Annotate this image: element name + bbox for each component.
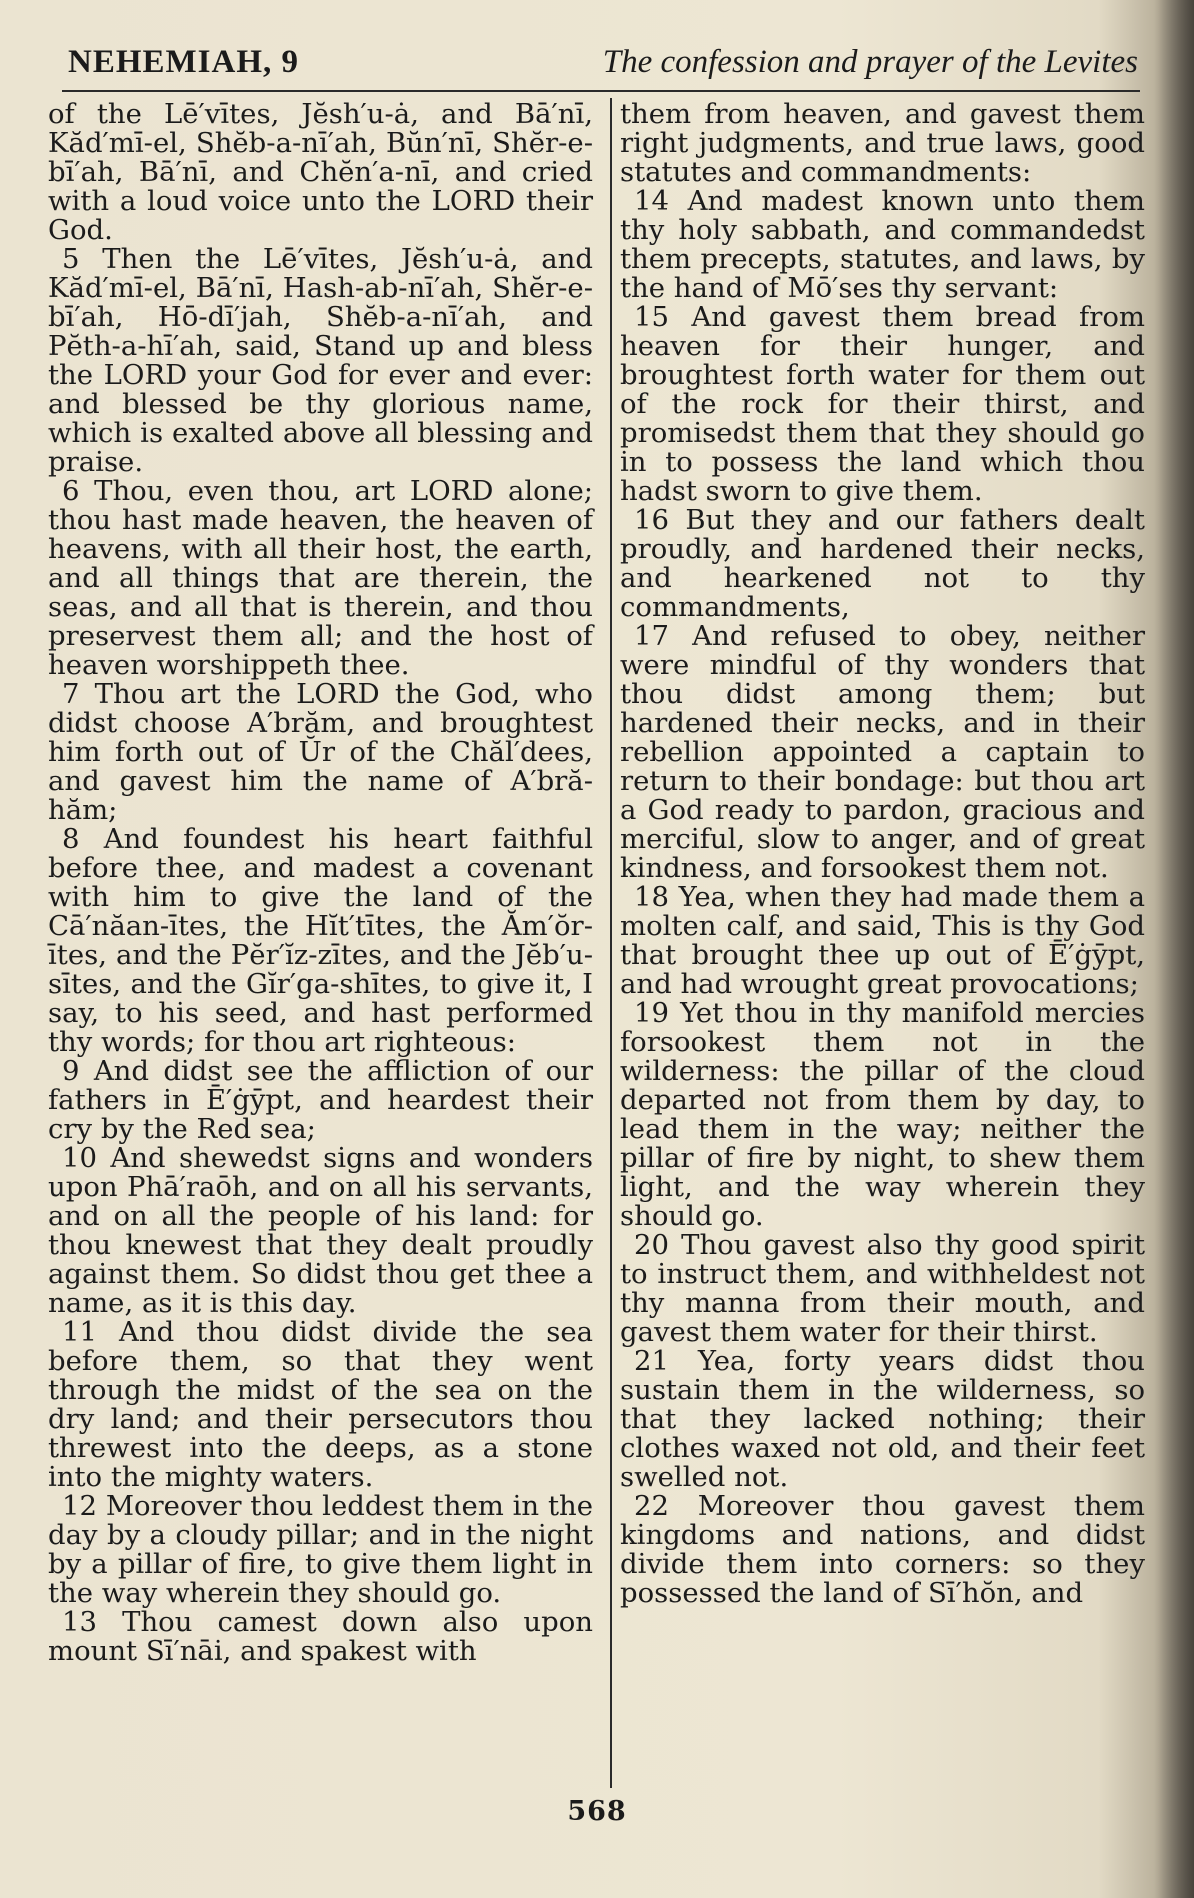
verse-13: 13 Thou camest down also upon mount Sī′nāi, and spakest with — [48, 1606, 593, 1667]
running-header — [68, 36, 1138, 88]
verse-16: 16 But they and our fathers dealt proudly, and hardened their necks, and hearkened not to thy commandments, — [620, 504, 1145, 623]
verse-8: 8 And foundest his heart faithful before thee, and madest a covenant with him to give the land of the Cā′năan-ītes, the Hĭt′tītes, the Ăm′ŏr-ītes, and the Pĕr′ĭz-zītes, and the Jĕb′u-sītes, and the Gĭr′ga-shītes, to give it, I say, to his seed, and hast performed thy words; for thou art righteous: — [48, 823, 593, 1058]
verse-15: 15 And gavest them bread from heaven for their hunger, and broughtest forth water for them out of the rock for their thirst, and promisedst them that they should go in to possess the land which thou hadst sworn to give them. — [620, 301, 1145, 507]
verse-18: 18 Yea, when they had made them a molten calf, and said, This is thy God that brought thee up out of Ē′ġȳpt, and had wrought great provocations; — [620, 881, 1145, 1000]
verse-11: 11 And thou didst divide the sea before them, so that they went through the midst of the sea on the dry land; and their persecutors thou threwest into the deeps, as a stone into the mighty waters. — [48, 1316, 593, 1493]
verse-17: 17 And refused to obey, neither were mindful of thy wonders that thou didst among them; but hardened their necks, and in their rebellion appointed a captain to return to their bondage: but thou art a God ready to pardon, gracious and merciful, slow to anger, and of great kindness, and forsookest them not. — [620, 620, 1145, 884]
verse-20: 20 Thou gavest also thy good spirit to instruct them, and withheldest not thy manna from their mouth, and gavest them water for their thirst. — [620, 1229, 1145, 1348]
column-rule — [610, 98, 612, 1788]
verse-9: 9 And didst see the affliction of our fathers in Ē′ġȳpt, and heardest their cry by the Red sea; — [48, 1055, 593, 1145]
verse-continuation: them from heaven, and gavest them right judgments, and true laws, good statutes and commandments: — [620, 98, 1145, 188]
binding-shadow — [1154, 0, 1194, 1898]
left-column — [48, 100, 593, 1666]
right-column — [620, 100, 1145, 1608]
page-number: 568 — [567, 1796, 627, 1827]
verse-19: 19 Yet thou in thy manifold mercies forsookest them not in the wilderness: the pillar of the cloud departed not from them by day, to lead them in the way; neither the pillar of fire by night, to shew them light, and the way wherein they should go. — [620, 997, 1145, 1232]
verse-7: 7 Thou art the LORD the God, who didst choose A′brăm, and broughtest him forth out of Ŭr of the Chăl′dees, and gavest him the name of A′bră-hăm; — [48, 678, 593, 826]
verse-6: 6 Thou, even thou, art LORD alone; thou hast made heaven, the heaven of heavens, with all their host, the earth, and all things that are therein, the seas, and all that is therein, and thou preservest them all; and the host of heaven worshippeth thee. — [48, 475, 593, 681]
verse-continuation: of the Lē′vītes, Jĕsh′u-ȧ, and Bā′nī, Kăd′mī-el, Shĕb-a-nī′ah, Bŭn′nī, Shĕr-e-bī′ah, Bā′nī, and Chĕn′a-nī, and cried with a loud voice unto the LORD their God. — [48, 98, 593, 246]
verse-14: 14 And madest known unto them thy holy sabbath, and commandedst them precepts, statutes, and laws, by the hand of Mō′ses thy servant: — [620, 185, 1145, 304]
verse-21: 21 Yea, forty years didst thou sustain them in the wilderness, so that they lacked nothing; their clothes waxed not old, and their feet swelled not. — [620, 1345, 1145, 1493]
verse-10: 10 And shewedst signs and wonders upon Phā′raōh, and on all his servants, and on all the people of his land: for thou knewest that they dealt proudly against them. So didst thou get thee a name, as it is this day. — [48, 1142, 593, 1319]
verse-12: 12 Moreover thou leddest them in the day by a cloudy pillar; and in the night by a pillar of fire, to give them light in the way wherein they should go. — [48, 1490, 593, 1609]
verse-22: 22 Moreover thou gavest them kingdoms and nations, and didst divide them into corners: so they possessed the land of Sī′hŏn, and — [620, 1490, 1145, 1609]
book-chapter-heading: NEHEMIAH, 9 — [68, 44, 300, 80]
header-rule — [62, 90, 1140, 92]
verse-5: 5 Then the Lē′vītes, Jĕsh′u-ȧ, and Kăd′mī-el, Bā′nī, Hash-ab-nī′ah, Shĕr-e-bī′ah, Hō-dī′jah, Shĕb-a-nī′ah, and Pĕth-a-hī′ah, said, Stand up and bless the LORD your God for ever and ever: and blessed be thy glorious name, which is exalted above all blessing and praise. — [48, 243, 593, 478]
running-title: The confession and prayer of the Levites — [602, 44, 1138, 80]
